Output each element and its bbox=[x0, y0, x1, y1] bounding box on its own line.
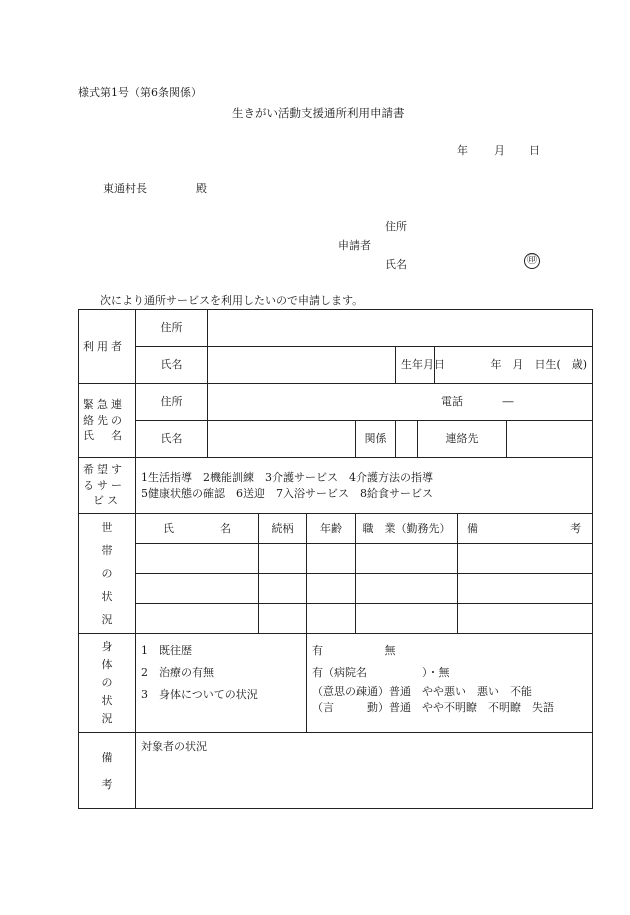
application-form-table bbox=[78, 309, 593, 809]
emergency-relation-field[interactable] bbox=[396, 421, 418, 458]
emergency-phone-label: 電話 bbox=[441, 395, 463, 409]
household-col-remarks bbox=[458, 514, 593, 544]
emergency-section-header bbox=[79, 384, 136, 458]
physical-speech-line[interactable]: （言 動）普通 やや不明瞭 不明瞭 失語 bbox=[312, 701, 554, 714]
household-row bbox=[79, 544, 593, 574]
emergency-contact-label-cell bbox=[418, 421, 507, 458]
services-section-header bbox=[79, 458, 136, 514]
household-row1-relation[interactable] bbox=[259, 544, 307, 574]
household-col-age bbox=[307, 514, 356, 544]
remarks-content-label: 対象者の状況 bbox=[141, 740, 207, 753]
emergency-name-label: 氏名 bbox=[160, 432, 183, 446]
physical-history-no[interactable]: 無 bbox=[384, 644, 396, 657]
emergency-relation-label: 関係 bbox=[364, 432, 387, 446]
emergency-name-label-cell bbox=[136, 421, 208, 458]
household-row3-name[interactable] bbox=[136, 604, 259, 634]
physical-header-char-5: 況 bbox=[101, 712, 113, 725]
physical-item-3: 3 身体についての状況 bbox=[141, 688, 258, 701]
form-title: 生きがい活動支援通所利用申請書 bbox=[232, 106, 405, 120]
physical-communication-line[interactable]: （意思の疎通）普通 やや悪い 悪い 不能 bbox=[312, 685, 532, 698]
form-number: 様式第1号（第6条関係） bbox=[78, 86, 202, 99]
household-col-relation bbox=[259, 514, 307, 544]
user-name-label-cell bbox=[136, 347, 208, 384]
emergency-contact-field[interactable] bbox=[507, 421, 593, 458]
remarks-header-char-1: 備 bbox=[101, 750, 113, 764]
emergency-address-label-cell bbox=[136, 384, 208, 421]
user-section-header bbox=[79, 310, 136, 384]
household-col-occupation-label: 職 業（勤務先） bbox=[362, 521, 451, 535]
services-line2: 5健康状態の確認 6送迎 7入浴サービス 8給食サービス bbox=[141, 486, 433, 500]
household-row3-relation[interactable] bbox=[259, 604, 307, 634]
household-section-header bbox=[79, 514, 136, 634]
household-row bbox=[79, 604, 593, 634]
honorific: 殿 bbox=[196, 182, 207, 195]
household-col-name-char-1: 氏 bbox=[163, 521, 174, 535]
household-header-char-2: 帯 bbox=[101, 544, 113, 557]
physical-history-yes[interactable]: 有 bbox=[312, 644, 323, 657]
emergency-phone-dash: ― bbox=[502, 395, 514, 409]
emergency-relation-label-cell bbox=[356, 421, 396, 458]
household-row1-age[interactable] bbox=[307, 544, 356, 574]
household-header-char-3: の bbox=[101, 567, 113, 580]
emergency-address-field[interactable] bbox=[208, 384, 593, 421]
household-row2-age[interactable] bbox=[307, 574, 356, 604]
emergency-address-label: 住所 bbox=[160, 395, 183, 409]
user-birthdate-label: 生年月日 bbox=[401, 358, 445, 372]
user-address-field[interactable] bbox=[208, 310, 593, 347]
physical-treatment-line[interactable]: 有（病院名 ）・無 bbox=[312, 666, 450, 679]
physical-header-char-1: 身 bbox=[101, 640, 113, 653]
household-row1-remarks[interactable] bbox=[458, 544, 593, 574]
remarks-header-char-2: 考 bbox=[101, 777, 113, 791]
household-row1-name[interactable] bbox=[136, 544, 259, 574]
household-col-age-label: 年齢 bbox=[320, 521, 342, 535]
physical-section-header bbox=[79, 634, 136, 733]
physical-header-char-2: 体 bbox=[101, 658, 113, 671]
household-header-char-5: 況 bbox=[101, 613, 113, 626]
household-col-occupation bbox=[356, 514, 458, 544]
household-col-name bbox=[136, 514, 259, 544]
household-row2-occupation[interactable] bbox=[356, 574, 458, 604]
user-section-header-text: 利用者 bbox=[83, 339, 125, 353]
date-month-label: 月 bbox=[494, 144, 505, 157]
household-row2-relation[interactable] bbox=[259, 574, 307, 604]
user-birthdate-value: 年 月 日生( 歳) bbox=[490, 358, 588, 372]
household-col-relation-label: 続柄 bbox=[271, 521, 294, 535]
date-day-label: 日 bbox=[529, 144, 540, 157]
household-row bbox=[79, 574, 593, 604]
user-name-label: 氏名 bbox=[160, 358, 183, 372]
household-row1-occupation[interactable] bbox=[356, 544, 458, 574]
emergency-header-line2: 絡先の bbox=[83, 413, 125, 427]
user-address-label: 住所 bbox=[160, 321, 183, 335]
household-row2-name[interactable] bbox=[136, 574, 259, 604]
intro-text: 次により通所サービスを利用したいので申請します。 bbox=[100, 294, 364, 307]
household-header-char-1: 世 bbox=[101, 521, 113, 534]
household-col-name-char-2: 名 bbox=[220, 521, 231, 535]
physical-item-1: 1 既往歴 bbox=[141, 644, 192, 657]
household-col-remarks-char-2: 考 bbox=[570, 521, 582, 535]
user-address-label-cell bbox=[136, 310, 208, 347]
physical-items-cell bbox=[136, 634, 307, 733]
physical-item-2: 2 治療の有無 bbox=[141, 666, 214, 679]
household-col-remarks-char-1: 備 bbox=[467, 521, 478, 535]
household-row3-occupation[interactable] bbox=[356, 604, 458, 634]
emergency-contact-label: 連絡先 bbox=[445, 432, 479, 446]
user-birthdate-label-cell bbox=[396, 347, 445, 384]
user-name-field[interactable] bbox=[208, 347, 396, 384]
user-birthdate-field[interactable] bbox=[435, 347, 593, 384]
remarks-section-header bbox=[79, 733, 136, 809]
applicant-name-label: 氏名 bbox=[385, 258, 407, 271]
applicant-label: 申請者 bbox=[338, 239, 371, 252]
physical-header-char-3: の bbox=[101, 676, 113, 689]
physical-header-char-4: 状 bbox=[101, 694, 113, 707]
household-row2-remarks[interactable] bbox=[458, 574, 593, 604]
household-header-char-4: 状 bbox=[101, 590, 113, 603]
addressee: 東通村長 bbox=[103, 182, 147, 195]
household-row3-age[interactable] bbox=[307, 604, 356, 634]
services-header-line2: るサー bbox=[83, 478, 125, 492]
date-year-label: 年 bbox=[457, 144, 468, 157]
household-row3-remarks[interactable] bbox=[458, 604, 593, 634]
services-header-line1: 希望す bbox=[83, 462, 125, 476]
physical-answers-cell[interactable] bbox=[307, 634, 593, 733]
remarks-field[interactable] bbox=[136, 733, 593, 809]
services-header-line3: ビス bbox=[93, 494, 121, 508]
services-options-cell[interactable] bbox=[136, 458, 593, 514]
applicant-address-label: 住所 bbox=[385, 220, 407, 233]
seal-mark: ㊞ bbox=[524, 253, 540, 269]
emergency-name-field[interactable] bbox=[208, 421, 356, 458]
emergency-header-line1: 緊急連 bbox=[83, 397, 125, 411]
emergency-header-line3: 氏 名 bbox=[83, 429, 125, 443]
physical-history-line bbox=[312, 640, 587, 662]
services-line1: 1生活指導 2機能訓練 3介護サービス 4介護方法の指導 bbox=[141, 470, 433, 484]
